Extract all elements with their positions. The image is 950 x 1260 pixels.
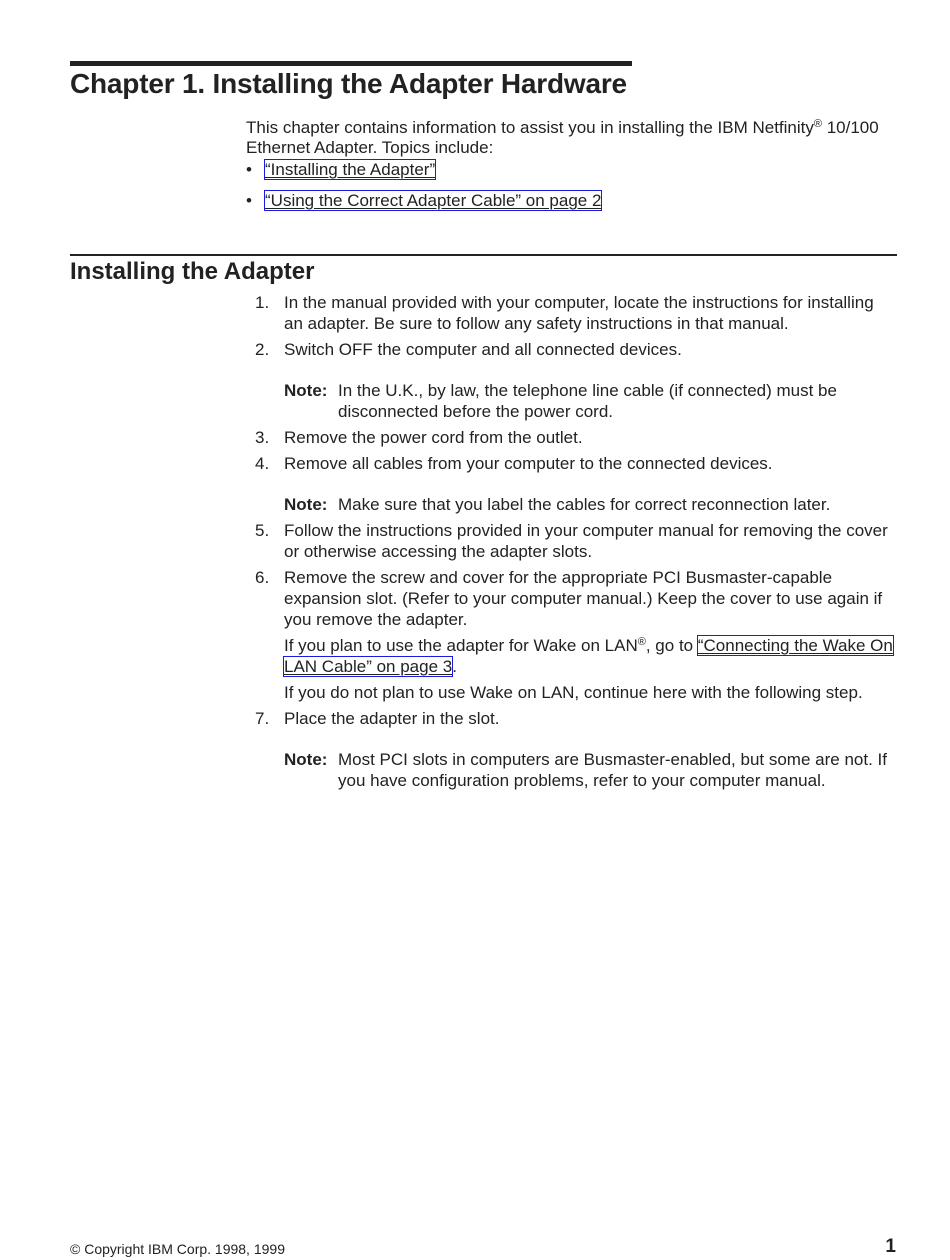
step-text: Switch OFF the computer and all connected devices. bbox=[284, 340, 682, 359]
step-number: 2. bbox=[255, 340, 270, 359]
intro-text-part1: This chapter contains information to assist you in installing the IBM Netfinity bbox=[246, 118, 814, 137]
step-text: In the manual provided with your computer, locate the instructions for installing an adapter. Be sure to follow any safety instructions in that manual. bbox=[284, 293, 874, 333]
step-6 bbox=[246, 567, 896, 703]
note bbox=[284, 380, 896, 422]
step-text: Place the adapter in the slot. bbox=[284, 709, 500, 728]
step-text: Remove the power cord from the outlet. bbox=[284, 428, 583, 447]
topic-item bbox=[246, 160, 601, 180]
note-text: In the U.K., by law, the telephone line cable (if connected) must be disconnected before the power cord. bbox=[338, 381, 837, 421]
topics-list bbox=[246, 160, 601, 211]
note-text: Most PCI slots in computers are Busmaster-enabled, but some are not. If you have configuration problems, refer to your computer manual. bbox=[338, 750, 887, 790]
registered-mark: ® bbox=[813, 118, 822, 130]
note bbox=[284, 749, 896, 791]
step-7 bbox=[246, 708, 896, 791]
step-text: Remove all cables from your computer to the connected devices. bbox=[284, 454, 773, 473]
step-number: 5. bbox=[255, 521, 270, 540]
link-correct-adapter-cable[interactable]: “Using the Correct Adapter Cable” on page 2 bbox=[265, 191, 602, 210]
step-text: Follow the instructions provided in your computer manual for removing the cover or otherwise accessing the adapter slots. bbox=[284, 521, 888, 561]
step-number: 1. bbox=[255, 293, 270, 312]
copyright-notice: © Copyright IBM Corp. 1998, 1999 bbox=[70, 1241, 285, 1257]
wake-on-lan-paragraph bbox=[284, 635, 896, 677]
topic-item bbox=[246, 191, 601, 211]
link-installing-the-adapter[interactable]: “Installing the Adapter” bbox=[265, 160, 436, 179]
page-number: 1 bbox=[885, 1236, 896, 1257]
registered-mark: ® bbox=[637, 636, 646, 648]
para-text: If you plan to use the adapter for Wake on LAN bbox=[284, 636, 638, 655]
intro-text-part2: 10/100 Ethernet Adapter. Topics include: bbox=[246, 118, 879, 157]
step-3 bbox=[246, 427, 896, 448]
step-number: 6. bbox=[255, 568, 270, 587]
link-connecting-wake-on-lan-cable[interactable]: “Connecting the Wake On LAN Cable” on page 3 bbox=[284, 636, 893, 676]
note-label: Note: bbox=[284, 750, 328, 769]
step-1 bbox=[246, 292, 896, 334]
step-4 bbox=[246, 453, 896, 515]
note bbox=[284, 494, 896, 515]
continue-paragraph: If you do not plan to use Wake on LAN, continue here with the following step. bbox=[284, 683, 863, 702]
step-text: Remove the screw and cover for the appropriate PCI Busmaster-capable expansion slot. (Refer to your computer manual.) Keep the cover to use again if you remove the adapter. bbox=[284, 568, 883, 629]
chapter-rule bbox=[70, 61, 632, 66]
step-number: 3. bbox=[255, 428, 270, 447]
note-text: Make sure that you label the cables for correct reconnection later. bbox=[338, 495, 831, 514]
step-number: 7. bbox=[255, 709, 270, 728]
note-label: Note: bbox=[284, 381, 328, 400]
section-rule bbox=[70, 254, 897, 256]
note-label: Note: bbox=[284, 495, 328, 514]
chapter-intro bbox=[246, 118, 886, 158]
bullet-icon: • bbox=[246, 160, 252, 179]
para-text: , go to bbox=[645, 636, 698, 655]
step-number: 4. bbox=[255, 454, 270, 473]
para-text: . bbox=[452, 657, 457, 676]
chapter-title: Chapter 1. Installing the Adapter Hardware bbox=[70, 68, 627, 99]
bullet-icon: • bbox=[246, 191, 252, 210]
step-5 bbox=[246, 520, 896, 562]
step-2 bbox=[246, 339, 896, 422]
installation-steps bbox=[246, 292, 896, 796]
section-title: Installing the Adapter bbox=[70, 258, 315, 285]
